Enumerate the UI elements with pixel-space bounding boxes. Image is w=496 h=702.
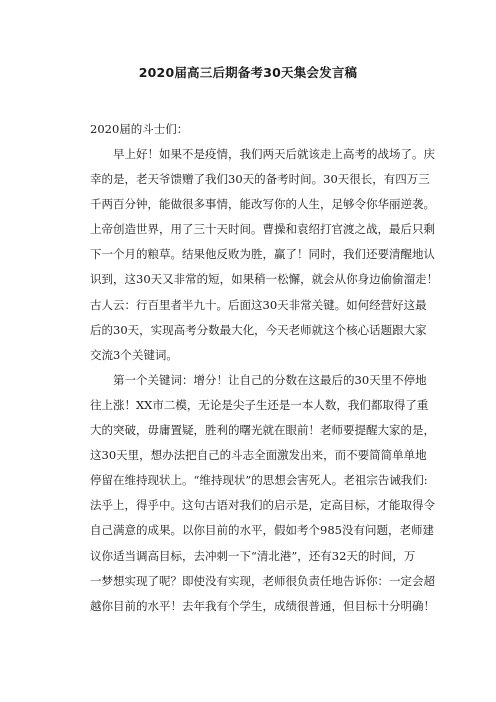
paragraph-line: 早上好！如果不是疫情，我们两天后就该走上高考的战场了。庆 [113, 147, 435, 161]
paragraph-line: 议你适当调高目标，去冲刺一下“清北港”，还有32天的时间，万 [90, 548, 416, 563]
paragraph-line: 交流3个关键词。 [90, 347, 178, 362]
salutation: 2020届的斗士们： [90, 122, 189, 136]
paragraph-line: 识到，这30天又非常的短，如果稍一松懈，就会从你身边偷偷溜走！ [90, 272, 439, 287]
paragraph-line: 下一个月的粮草。结果他反败为胜，赢了！同时，我们还要清醒地认 [90, 247, 435, 262]
paragraph-line: 停留在维持现状上。“维持现状”的思想会害死人。老祖宗告诫我们: [90, 473, 428, 488]
paragraph-line: 上帝创造世界，用了三十天时间。曹操和袁绍打官渡之战，最后只剩 [90, 222, 435, 237]
paragraph-line: 幸的是，老天爷馈赠了我们30天的备考时间。30天很长，有四万三 [90, 172, 430, 187]
paragraph-line: 法乎上，得乎中。这句古语对我们的启示是，定高目标，才能取得令 [90, 498, 435, 513]
paragraph-line: 往上涨！XX市二模，无论是尖子生还是一本人数，我们都取得了重 [90, 397, 429, 412]
paragraph-line: 千两百分钟，能做很多事情，能改写你的人生，足够令你华丽逆袭。 [90, 197, 435, 212]
paragraph-2 [90, 368, 435, 619]
paragraph-line: 自己满意的成果。以你目前的水平，假如考个985没有问题，老师建 [90, 523, 434, 538]
paragraph-line: 后的30天，实现高考分数最大化，今天老师就这个核心话题跟大家 [90, 322, 427, 337]
paragraph-line: 第一个关键词：增分！让自己的分数在这最后的30天里不停地 [113, 372, 427, 387]
paragraph-1 [90, 142, 439, 368]
paragraph-line: 古人云：行百里者半九十。后面这30天非常关键。如何经营好这最 [90, 297, 427, 312]
paragraph-line: 越你目前的水平！去年我有个学生，成绩很普通，但目标十分明确！ [90, 598, 435, 613]
paragraph-line: 大的突破，毋庸置疑，胜利的曙光就在眼前！老师要提醒大家的是， [90, 423, 435, 438]
paragraph-line: 这30天里，想办法把自己的斗志全面激发出来，而不要简简单单地 [90, 448, 427, 463]
document-body [90, 117, 439, 619]
paragraph-line: 一梦想实现了呢？即使没有实现，老师很负责任地告诉你：一定会超 [90, 573, 435, 588]
document-title: 2020届高三后期备考30天集会发言稿 [138, 65, 358, 80]
